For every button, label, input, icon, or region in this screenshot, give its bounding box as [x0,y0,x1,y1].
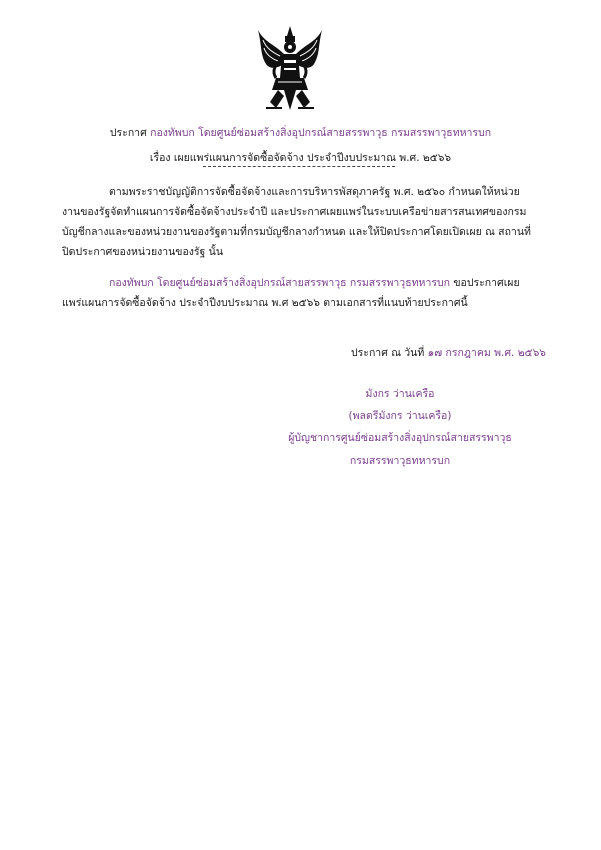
paragraph-2-organization: กองทัพบก โดยศูนย์ซ่อมสร้างสิ่งอุปกรณ์สายสรรพาวุธ กรมสรรพาวุธทหารบก [109,277,451,289]
signature-signed-name: มังกร ว่านเครือ [365,388,435,400]
date-prefix: ประกาศ ณ วันที่ [351,347,428,359]
paragraph-2-text: ขอประกาศเผยแพร่แผนการจัดซื้อจัดจ้าง ประจำปีงบประมาณ พ.ศ ๒๕๖๖ ตามเอกสารที่แนบท้ายประกาศนี้ [62,277,520,309]
announcement-organization: กองทัพบก โดยศูนย์ซ่อมสร้างสิ่งอุปกรณ์สายสรรพาวุธ กรมสรรพาวุธทหารบก [150,127,492,139]
announcement-prefix: ประกาศ [109,127,147,139]
signature-position: ผู้บัญชาการศูนย์ซ่อมสร้างสิ่งอุปกรณ์สายสรรพาวุธ [288,432,512,444]
announcement-title [0,126,601,140]
body-paragraph-1: ตามพระราชบัญญัติการจัดซื้อจัดจ้างและการบริหารพัสดุภาครัฐ พ.ศ. ๒๕๖๐ กำหนดให้หน่วยงานของรัฐจัดทำแผนการจัดซื้อจัดจ้างประจำปี และประกาศเผยแพร่ในระบบเครือข่ายสารสนเทศของกรมบัญชีกลางและของหน่วยงานของรัฐตามที่กรมบัญชีกลางกำหนด และให้ปิดประกาศโดยเปิดเผย ณ สถานที่ปิดประกาศของหน่วยงานของรัฐ นั้น [62,186,531,258]
title-divider [203,166,395,167]
signature-full-name: (พลตรีมังกร ว่านเครือ) [348,410,452,422]
signature-department: กรมสรรพาวุธทหารบก [349,455,451,467]
garuda-emblem-icon [256,24,324,112]
announcement-date [351,346,546,360]
body-paragraph-2 [62,273,537,313]
date-value: ๑๗ กรกฎาคม พ.ศ. ๒๕๖๖ [427,347,546,359]
announcement-subject: เรื่อง เผยแพร่แผนการจัดซื้อจัดจ้าง ประจำปีงบประมาณ พ.ศ. ๒๕๖๖ [149,152,452,164]
